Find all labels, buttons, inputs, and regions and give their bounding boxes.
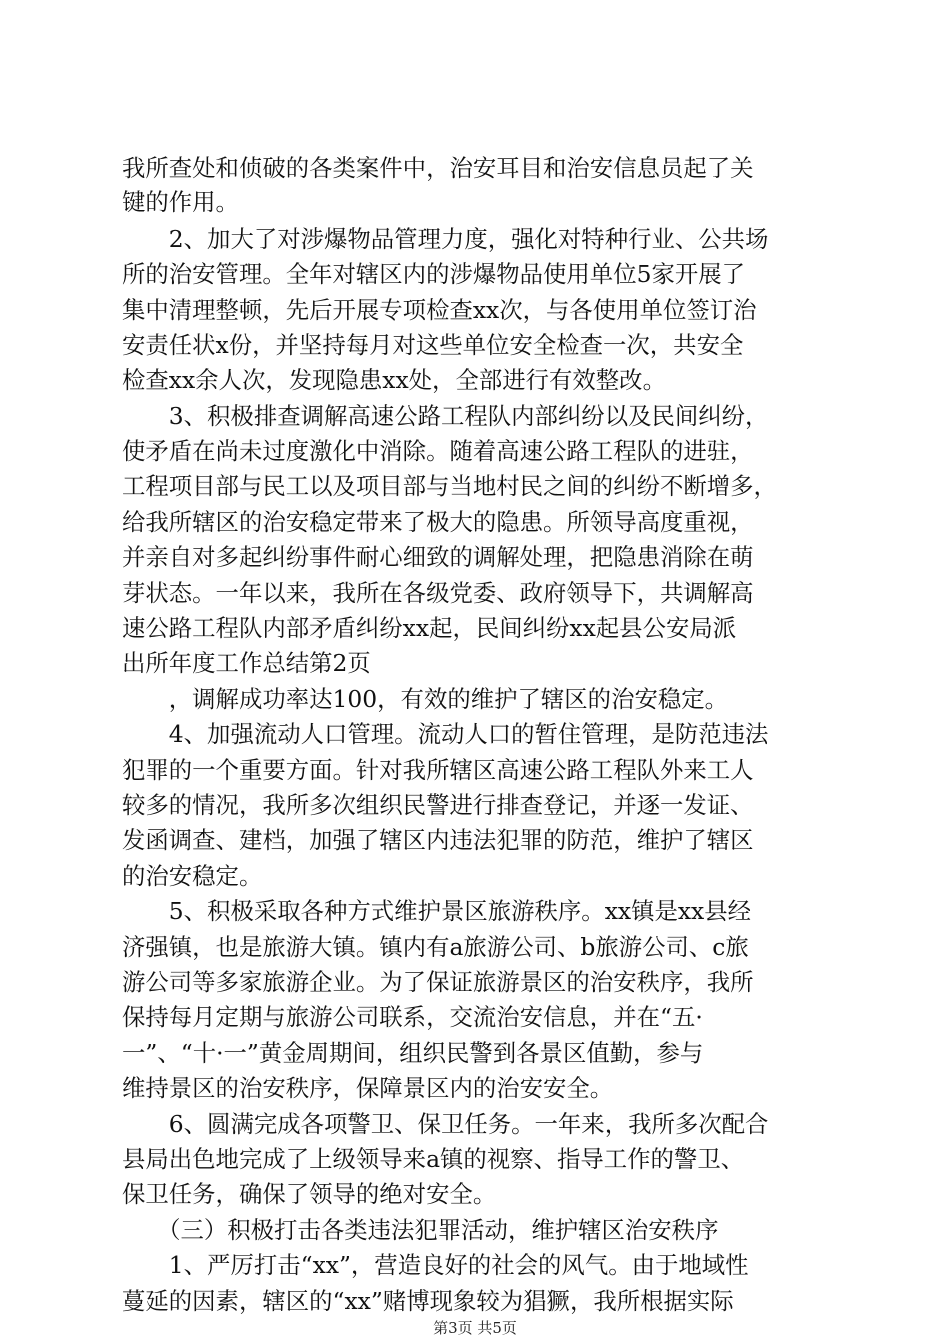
text-line: 安责任状x份，并坚持每月对这些单位安全检查一次，共安全 [122, 331, 744, 359]
text-line: 出所年度工作总结第2页 [122, 649, 371, 677]
text-line: 5、积极采取各种方式维护景区旅游秩序。xx镇是xx县经 [122, 897, 752, 925]
text-line: 保卫任务，确保了领导的绝对安全。 [122, 1180, 497, 1208]
text-line: 速公路工程队内部矛盾纠纷xx起，民间纠纷xx起县公安局派 [122, 614, 737, 642]
text-line: 工程项目部与民工以及项目部与当地村民之间的纠纷不断增多， [122, 472, 777, 500]
page-number-footer: 第3页 共5页 [433, 1319, 517, 1337]
text-line: 一”、“十·一”黄金周期间，组织民警到各景区值勤，参与 [122, 1039, 704, 1067]
text-line: 游公司等多家旅游企业。为了保证旅游景区的治安秩序，我所 [122, 968, 754, 996]
text-line: 县局出色地完成了上级领导来a镇的视察、指导工作的警卫、 [122, 1145, 745, 1173]
text-line: 并亲自对多起纠纷事件耐心细致的调解处理，把隐患消除在萌 [122, 543, 754, 571]
text-line: 6、圆满完成各项警卫、保卫任务。一年来，我所多次配合 [122, 1110, 769, 1138]
text-line: 4、加强流动人口管理。流动人口的暂住管理，是防范违法 [122, 720, 769, 748]
text-line: 保持每月定期与旅游公司联系，交流治安信息，并在“五· [122, 1003, 703, 1031]
text-line: 给我所辖区的治安稳定带来了极大的隐患。所领导高度重视， [122, 508, 754, 536]
text-line: 所的治安管理。全年对辖区内的涉爆物品使用单位5家开展了 [122, 260, 746, 288]
text-line: 1、严厉打击“xx”，营造良好的社会的风气。由于地域性 [122, 1251, 749, 1279]
text-line: 蔓延的因素，辖区的“xx”赌博现象较为猖獗，我所根据实际 [122, 1287, 734, 1315]
text-line: 的治安稳定。 [122, 862, 263, 890]
text-line: 维持景区的治安秩序，保障景区内的治安安全。 [122, 1074, 614, 1102]
text-line: 我所查处和侦破的各类案件中，治安耳目和治安信息员起了关 [122, 154, 754, 182]
text-line: 犯罪的一个重要方面。针对我所辖区高速公路工程队外来工人 [122, 756, 754, 784]
text-line: 芽状态。一年以来，我所在各级党委、政府领导下，共调解高 [122, 579, 754, 607]
text-line: 济强镇，也是旅游大镇。镇内有a旅游公司、b旅游公司、c旅 [122, 933, 749, 961]
text-line: 较多的情况，我所多次组织民警进行排查登记，并逐一发证、 [122, 791, 754, 819]
text-line: 集中清理整顿，先后开展专项检查xx次，与各使用单位签订治 [122, 296, 757, 324]
text-line: 2、加大了对涉爆物品管理力度，强化对特种行业、公共场 [122, 225, 769, 253]
text-line: 使矛盾在尚未过度激化中消除。随着高速公路工程队的进驻， [122, 437, 754, 465]
text-line: 3、积极排查调解高速公路工程队内部纠纷以及民间纠纷， [122, 402, 769, 430]
text-line: （三）积极打击各类违法犯罪活动，维护辖区治安秩序 [122, 1216, 719, 1244]
text-line: 发函调查、建档，加强了辖区内违法犯罪的防范，维护了辖区 [122, 826, 754, 854]
text-line: 检查xx余人次，发现隐患xx处，全部进行有效整改。 [122, 366, 666, 394]
text-line: 键的作用。 [122, 188, 239, 216]
text-line: ，调解成功率达100，有效的维护了辖区的治安稳定。 [122, 685, 729, 713]
